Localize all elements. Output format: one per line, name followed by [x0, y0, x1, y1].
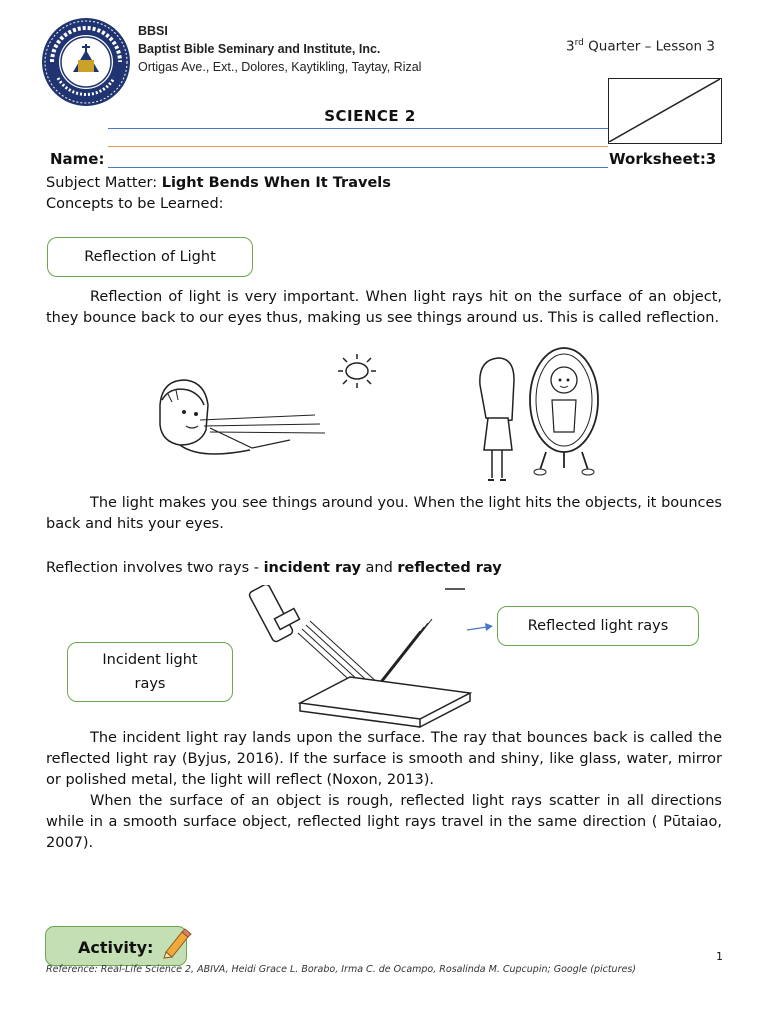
subject-matter: [46, 173, 391, 193]
paragraph-rough-surface: When the surface of an object is rough, reflected light rays scatter in all directions while in a smooth surface object, reflected light rays travel in the same direction ( Pūtaiao, 2007).: [46, 793, 722, 851]
grade-box: [608, 78, 722, 144]
quarter-ordinal: rd: [574, 38, 584, 48]
pencil-icon: [158, 926, 192, 960]
child-sunlight-illustration: [140, 350, 340, 465]
name-label: Name:: [50, 150, 105, 168]
subject-label: Subject Matter:: [46, 175, 162, 191]
school-name: Baptist Bible Seminary and Institute, Inc.: [138, 42, 381, 56]
concepts-label: Concepts to be Learned:: [46, 196, 224, 212]
activity-button[interactable]: Activity:: [45, 926, 187, 966]
label-incident-line1: Incident light: [102, 652, 198, 668]
reference-text: Reference: Real-Life Science 2, ABIVA, Heidi Grace L. Borabo, Irma C. de Ocampo, Rosalinda M. Cupcupin; Google (pictures): [46, 964, 636, 975]
and-word: and: [360, 560, 398, 576]
school-info: [138, 22, 421, 76]
school-abbr: BBSI: [138, 24, 168, 38]
subject-value: Light Bends When It Travels: [161, 175, 391, 191]
worksheet-label: Worksheet:3: [609, 150, 717, 168]
rays-intro-text: Reflection involves two rays -: [46, 560, 264, 576]
page-number: 1: [716, 950, 723, 963]
lesson-label: Quarter – Lesson 3: [583, 38, 715, 55]
title-line-orange: [108, 146, 608, 147]
sun-icon: [335, 352, 379, 390]
rays-intro: [46, 558, 502, 578]
paragraph-light-eyes: The light makes you see things around you. When the light hits the objects, it bounces back and hits your eyes.: [46, 495, 722, 532]
title-line-top: [108, 128, 608, 129]
school-address: Ortigas Ave., Ext., Dolores, Kaytikling, Taytay, Rizal: [138, 60, 422, 74]
section-box-reflection: Reflection of Light: [47, 237, 253, 277]
flashlight-icon: [248, 585, 299, 643]
quarter-number: 3: [566, 38, 575, 55]
paragraph-reflection: Reflection of light is very important. When light rays hit on the surface of an object, they bounce back to our eyes thus, making us see things around us. This is called reflection.: [46, 289, 722, 326]
label-incident-rays: [67, 642, 233, 702]
page-title: SCIENCE 2: [324, 107, 416, 125]
school-seal-icon: [40, 16, 132, 108]
reflection-diagram: [240, 585, 490, 735]
quarter-lesson: [566, 38, 715, 55]
blue-arrow-icon: [465, 619, 495, 633]
label-reflected-rays: Reflected light rays: [497, 606, 699, 646]
girl-mirror-illustration: [470, 340, 620, 490]
reflected-ray-term: reflected ray: [397, 560, 502, 576]
name-line[interactable]: [108, 167, 608, 168]
incident-ray-term: incident ray: [263, 560, 361, 576]
label-incident-line2: rays: [134, 676, 166, 692]
paragraph-incident: The incident light ray lands upon the surface. The ray that bounces back is called the reflected light ray (Byjus, 2016). If the surface is smooth and shiny, like glass, water, mirror or polished metal, the light will reflect (Noxon, 2013).: [46, 730, 722, 788]
